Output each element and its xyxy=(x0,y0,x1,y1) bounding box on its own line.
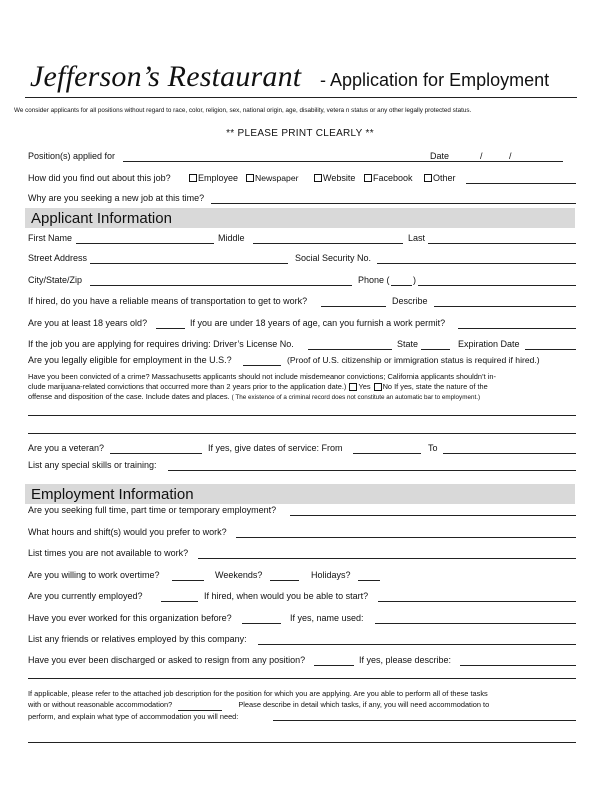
age-row xyxy=(28,318,576,332)
restaurant-title: Jefferson’s Restaurant xyxy=(30,60,302,93)
veteran-field[interactable] xyxy=(110,453,202,454)
why-row xyxy=(28,193,576,207)
job-source-facebook[interactable]: Facebook xyxy=(363,173,413,183)
header-rule xyxy=(25,97,577,98)
weekends-field[interactable] xyxy=(270,580,299,581)
first-name-label: First Name xyxy=(28,233,73,243)
state-field[interactable] xyxy=(421,349,450,350)
hours-label: What hours and shift(s) would you prefer to work? xyxy=(28,527,227,537)
employed-label: Are you currently employed? xyxy=(28,591,143,601)
street-field[interactable] xyxy=(90,263,288,264)
transport-field[interactable] xyxy=(321,306,386,307)
weekends-label: Weekends? xyxy=(215,570,263,580)
eligible-row xyxy=(28,355,576,369)
describe-label: Describe xyxy=(392,296,428,306)
driving-row xyxy=(28,339,576,353)
ssn-field[interactable] xyxy=(377,263,576,264)
phone-label: Phone ( xyxy=(358,275,390,285)
accommodation-yes-no-field[interactable] xyxy=(178,699,222,711)
job-source-other-field[interactable] xyxy=(466,183,576,184)
age-label: Are you at least 18 years old? xyxy=(28,318,148,328)
employment-section-title: Employment Information xyxy=(31,486,194,503)
discharged-field[interactable] xyxy=(314,665,354,666)
service-label: If yes, give dates of service: From xyxy=(208,443,343,453)
veteran-row xyxy=(28,443,576,457)
service-to-field[interactable] xyxy=(443,453,576,454)
job-source-newspaper[interactable]: Newspaper xyxy=(245,173,298,183)
date-slash-2: / xyxy=(509,151,512,161)
checkbox-icon[interactable] xyxy=(349,383,357,391)
service-to-label: To xyxy=(428,443,438,453)
unavailable-row xyxy=(28,548,576,562)
discharged-describe-field[interactable] xyxy=(460,665,576,666)
position-field[interactable] xyxy=(123,161,453,162)
unavailable-field[interactable] xyxy=(198,558,576,559)
crime-line-3 xyxy=(28,392,496,403)
discharged-label: Have you ever been discharged or asked to resign from any position? xyxy=(28,655,306,665)
last-name-field[interactable] xyxy=(428,243,576,244)
age-field[interactable] xyxy=(156,328,185,329)
overtime-label: Are you willing to work overtime? xyxy=(28,570,160,580)
crime-answer-line-2[interactable] xyxy=(28,433,576,434)
driving-label: If the job you are applying for requires driving: Driver’s License No. xyxy=(28,339,294,349)
permit-label: If you are under 18 years of age, can you furnish a work permit? xyxy=(190,318,446,328)
start-field[interactable] xyxy=(378,601,576,602)
skills-field[interactable] xyxy=(168,470,576,471)
license-field[interactable] xyxy=(308,349,392,350)
name-used-label: If yes, name used: xyxy=(290,613,364,623)
job-source-other[interactable]: Other xyxy=(423,173,456,183)
middle-field[interactable] xyxy=(253,243,403,244)
describe-field[interactable] xyxy=(434,306,576,307)
crime-line-3-text: offense and disposition of the case. Include dates and places. xyxy=(28,392,230,401)
crime-yes-option[interactable]: Yes xyxy=(348,382,370,391)
form-subtitle: - Application for Employment xyxy=(320,70,550,90)
crime-answer-line-1[interactable] xyxy=(28,415,576,416)
friends-label: List any friends or relatives employed by this company: xyxy=(28,634,247,644)
crime-question xyxy=(28,372,496,403)
job-source-website[interactable]: Website xyxy=(313,173,355,183)
holidays-label: Holidays? xyxy=(311,570,351,580)
date-slash-1: / xyxy=(480,151,483,161)
discharged-answer-line[interactable] xyxy=(28,678,576,679)
why-label: Why are you seeking a new job at this time? xyxy=(28,193,205,203)
date-field[interactable] xyxy=(453,161,563,162)
address-row xyxy=(28,253,576,267)
city-field[interactable] xyxy=(90,285,352,286)
city-label: City/State/Zip xyxy=(28,275,83,285)
position-row xyxy=(28,151,576,165)
crime-line-2-text: clude marijuana-related convictions that occurred more than 2 years prior to the application date.) xyxy=(28,382,347,391)
ssn-label: Social Security No. xyxy=(295,253,372,263)
crime-no-option[interactable]: No xyxy=(373,382,392,391)
worked-before-label: Have you ever worked for this organization before? xyxy=(28,613,232,623)
worked-before-field[interactable] xyxy=(242,623,281,624)
city-row xyxy=(28,275,576,289)
job-source-label: How did you find out about this job? xyxy=(28,173,171,183)
crime-line-1: Have you been convicted of a crime? Massachusetts applicants should not include misdemeanor convictions; California applicants shouldn’t in- xyxy=(28,372,496,381)
position-label: Position(s) applied for xyxy=(28,151,116,161)
name-used-field[interactable] xyxy=(375,623,576,624)
fulltime-row xyxy=(28,505,576,519)
phone-area-field[interactable] xyxy=(391,285,412,286)
skills-label: List any special skills or training: xyxy=(28,460,157,470)
state-label: State xyxy=(397,339,419,349)
accommodation-line-3-text: perform, and explain what type of accommodation you will need: xyxy=(28,712,239,721)
overtime-field[interactable] xyxy=(172,580,204,581)
why-field[interactable] xyxy=(211,203,576,204)
job-source-row xyxy=(28,173,576,187)
expiration-field[interactable] xyxy=(525,349,576,350)
accommodation-line-2 xyxy=(28,699,489,711)
hours-field[interactable] xyxy=(236,537,576,538)
start-label: If hired, when would you be able to start? xyxy=(204,591,369,601)
crime-line-2 xyxy=(28,382,496,392)
accommodation-question xyxy=(28,688,489,722)
unavailable-label: List times you are not available to work? xyxy=(28,548,189,558)
date-label: Date xyxy=(430,151,450,161)
checkbox-icon[interactable] xyxy=(364,174,372,182)
service-from-field[interactable] xyxy=(353,453,421,454)
friends-row xyxy=(28,634,576,648)
crime-line-2-tail: If yes, state the nature of the xyxy=(394,382,488,391)
employed-row xyxy=(28,591,576,605)
phone-close: ) xyxy=(413,275,416,285)
eligible-note: (Proof of U.S. citizenship or immigration status is required if hired.) xyxy=(287,355,540,365)
fulltime-label: Are you seeking full time, part time or temporary employment? xyxy=(28,505,277,515)
applicant-section-header xyxy=(25,208,575,228)
street-label: Street Address xyxy=(28,253,88,263)
skills-row xyxy=(28,460,576,474)
accommodation-answer-field[interactable] xyxy=(273,720,576,721)
fulltime-field[interactable] xyxy=(290,515,576,516)
veteran-label: Are you a veteran? xyxy=(28,443,105,453)
eeo-disclaimer: We consider applicants for all positions without regard to race, color, religion, sex, national origin, age, disability, vetera n status or any other legally protected status. xyxy=(14,107,472,114)
friends-field[interactable] xyxy=(258,644,576,645)
accommodation-line-2-tail: Please describe in detail which tasks, if any, you will need accommodation to xyxy=(238,700,490,709)
first-name-field[interactable] xyxy=(76,243,214,244)
transport-row xyxy=(28,296,576,310)
phone-field[interactable] xyxy=(418,285,576,286)
worked-before-row xyxy=(28,613,576,627)
accommodation-line-2-text: with or without reasonable accommodation? xyxy=(28,700,173,709)
employment-section-header xyxy=(25,484,575,504)
checkbox-icon[interactable] xyxy=(246,174,254,182)
overtime-row xyxy=(28,570,576,584)
print-note: ** PLEASE PRINT CLEARLY ** xyxy=(226,128,374,139)
hours-row xyxy=(28,527,576,541)
applicant-section-title: Applicant Information xyxy=(31,210,172,227)
please-describe-label: If yes, please describe: xyxy=(359,655,452,665)
checkbox-icon[interactable] xyxy=(314,174,322,182)
form-header xyxy=(30,60,575,96)
eligible-field[interactable] xyxy=(243,365,281,366)
job-source-employee[interactable]: Employee xyxy=(188,173,238,183)
middle-label: Middle xyxy=(218,233,245,243)
accommodation-line-1: If applicable, please refer to the attached job description for the position for which you are applying. Are you able to perform all of these tasks xyxy=(28,689,488,698)
checkbox-icon[interactable] xyxy=(424,174,432,182)
holidays-field[interactable] xyxy=(358,580,380,581)
crime-disclaimer: ( The existence of a criminal record does not constitute an automatic bar to employment.) xyxy=(231,394,481,401)
permit-field[interactable] xyxy=(458,328,576,329)
accommodation-answer-line[interactable] xyxy=(28,742,576,743)
employed-field[interactable] xyxy=(161,601,198,602)
eligible-label: Are you legally eligible for employment in the U.S.? xyxy=(28,355,232,365)
transport-label: If hired, do you have a reliable means of transportation to get to work? xyxy=(28,296,308,306)
discharged-row xyxy=(28,655,576,669)
last-label: Last xyxy=(408,233,426,243)
name-row xyxy=(28,233,576,247)
checkbox-icon[interactable] xyxy=(374,383,382,391)
expiration-label: Expiration Date xyxy=(458,339,520,349)
checkbox-icon[interactable] xyxy=(189,174,197,182)
